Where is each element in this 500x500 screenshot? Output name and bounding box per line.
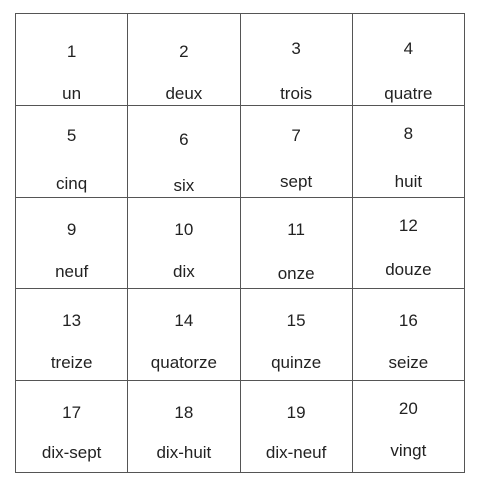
cell-word: douze	[385, 259, 432, 279]
cell-word: deux	[165, 84, 203, 103]
cell-word: huit	[394, 171, 423, 191]
cell-number: 19	[286, 403, 306, 423]
cell-word: quatre	[384, 84, 433, 103]
grid-cell	[16, 289, 128, 381]
cell-word: quinze	[271, 353, 322, 373]
grid-cell	[16, 14, 128, 106]
grid-cell	[16, 381, 128, 473]
cell-number: 11	[287, 219, 305, 239]
grid-cell	[128, 14, 240, 106]
cell-word: neuf	[55, 261, 89, 281]
grid-cell	[16, 106, 128, 198]
cell-number: 13	[62, 311, 82, 331]
grid-cell	[353, 381, 465, 473]
cell-word: vingt	[390, 441, 427, 461]
cell-word: cinq	[56, 173, 88, 193]
cell-number: 9	[66, 219, 77, 239]
cell-number: 10	[174, 219, 194, 239]
cell-number: 5	[66, 125, 77, 145]
cell-word: dix-sept	[41, 443, 102, 463]
cell-number: 12	[398, 215, 418, 235]
cell-number: 6	[179, 129, 189, 149]
grid-cell	[241, 14, 353, 106]
number-word-grid	[15, 13, 465, 473]
cell-number: 20	[398, 399, 418, 419]
cell-number: 17	[62, 403, 82, 423]
grid-cell	[128, 106, 240, 198]
cell-number: 16	[398, 311, 418, 331]
cell-word: dix	[173, 261, 195, 281]
grid-cell	[353, 106, 465, 198]
grid-cell	[128, 289, 240, 381]
cell-number: 8	[403, 123, 414, 143]
cell-number: 3	[291, 39, 301, 58]
grid-cell	[241, 289, 353, 381]
cell-word: dix-neuf	[265, 443, 327, 463]
grid-cell	[241, 106, 353, 198]
grid-cell	[353, 198, 465, 290]
grid-cell	[128, 381, 240, 473]
cell-word: six	[173, 175, 195, 195]
cell-word: treize	[50, 353, 93, 373]
cell-word: un	[62, 84, 82, 103]
cell-number: 14	[174, 311, 194, 331]
cell-word: quatorze	[150, 353, 217, 373]
cell-number: 2	[179, 42, 189, 61]
grid-cell	[128, 198, 240, 290]
cell-number: 1	[66, 42, 77, 61]
cell-word: dix-huit	[156, 443, 212, 463]
grid-cell	[353, 14, 465, 106]
cell-word: seize	[388, 353, 429, 373]
cell-number: 18	[174, 403, 194, 423]
cell-number: 4	[403, 39, 414, 58]
grid-cell	[353, 289, 465, 381]
grid-cell	[241, 381, 353, 473]
cell-word: trois	[280, 84, 313, 103]
grid-cell	[16, 198, 128, 290]
cell-number: 15	[286, 311, 306, 331]
cell-word: onze	[277, 263, 315, 283]
cell-number: 7	[291, 125, 301, 145]
grid-cell	[241, 198, 353, 290]
cell-word: sept	[280, 171, 313, 191]
